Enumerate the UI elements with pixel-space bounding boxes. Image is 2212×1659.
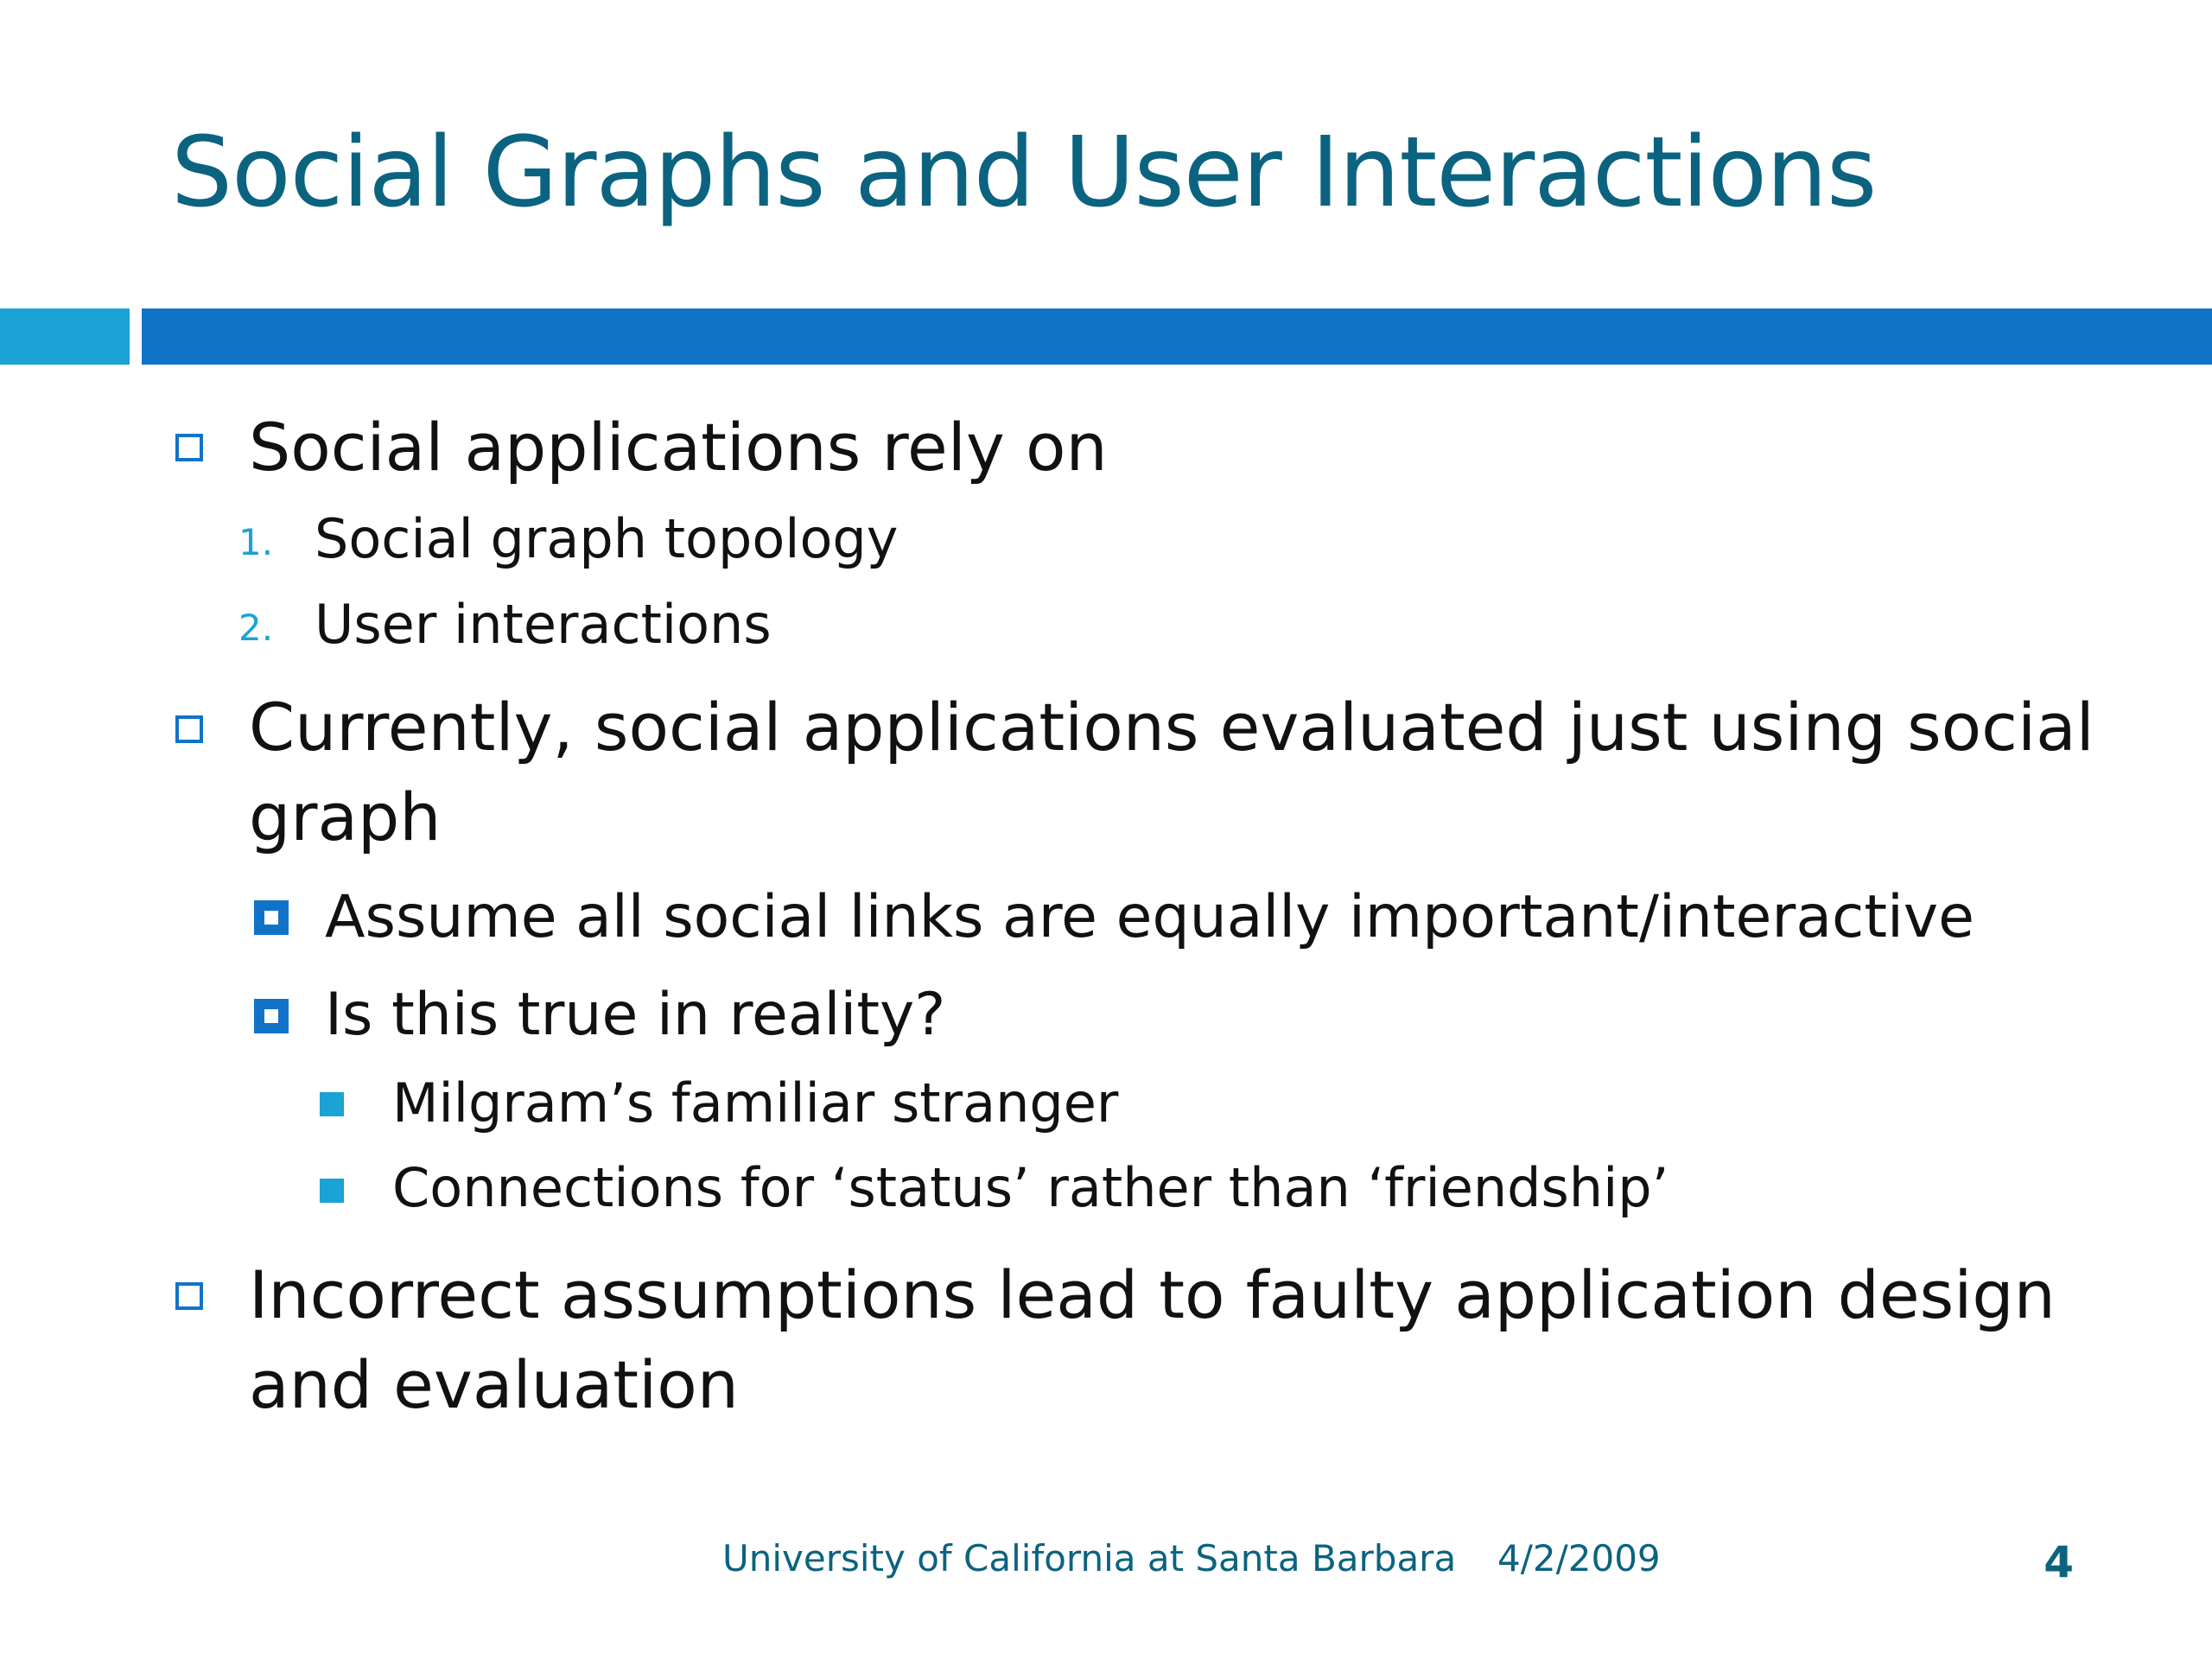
footer-date: 4/2/2009 [1497, 1537, 1661, 1580]
framed-square-bullet-icon [254, 900, 289, 935]
footer-institution: University of California at Santa Barbara [722, 1537, 1457, 1580]
slide-title: Social Graphs and User Interactions [171, 117, 1877, 229]
subbullet-text: Is this true in reality? [325, 981, 946, 1049]
subbullet-text: Assume all social links are equally important/interactive [325, 883, 1975, 951]
list-number: 2. [238, 607, 274, 649]
framed-square-bullet-icon [254, 999, 289, 1033]
hollow-square-bullet-icon [175, 715, 203, 743]
bullet-text: Currently, social applications evaluated just using social graph [249, 689, 2094, 855]
numbered-item-text: Social graph topology [315, 507, 899, 570]
filled-square-bullet-icon [320, 1179, 344, 1203]
numbered-item-text: User interactions [315, 593, 772, 656]
list-number: 1. [238, 521, 274, 563]
page-number: 4 [2044, 1537, 2074, 1587]
bullet-text: Social applications rely on [249, 409, 1108, 486]
hollow-square-bullet-icon [175, 434, 203, 461]
hollow-square-bullet-icon [175, 1282, 203, 1310]
bullet-text: Incorrect assumptions lead to faulty application design and evaluation [249, 1256, 2056, 1423]
sub-subbullet-text: Connections for ‘status’ rather than ‘friendship’ [392, 1156, 1669, 1219]
sub-subbullet-text: Milgram’s familiar stranger [392, 1071, 1119, 1135]
filled-square-bullet-icon [320, 1092, 344, 1116]
